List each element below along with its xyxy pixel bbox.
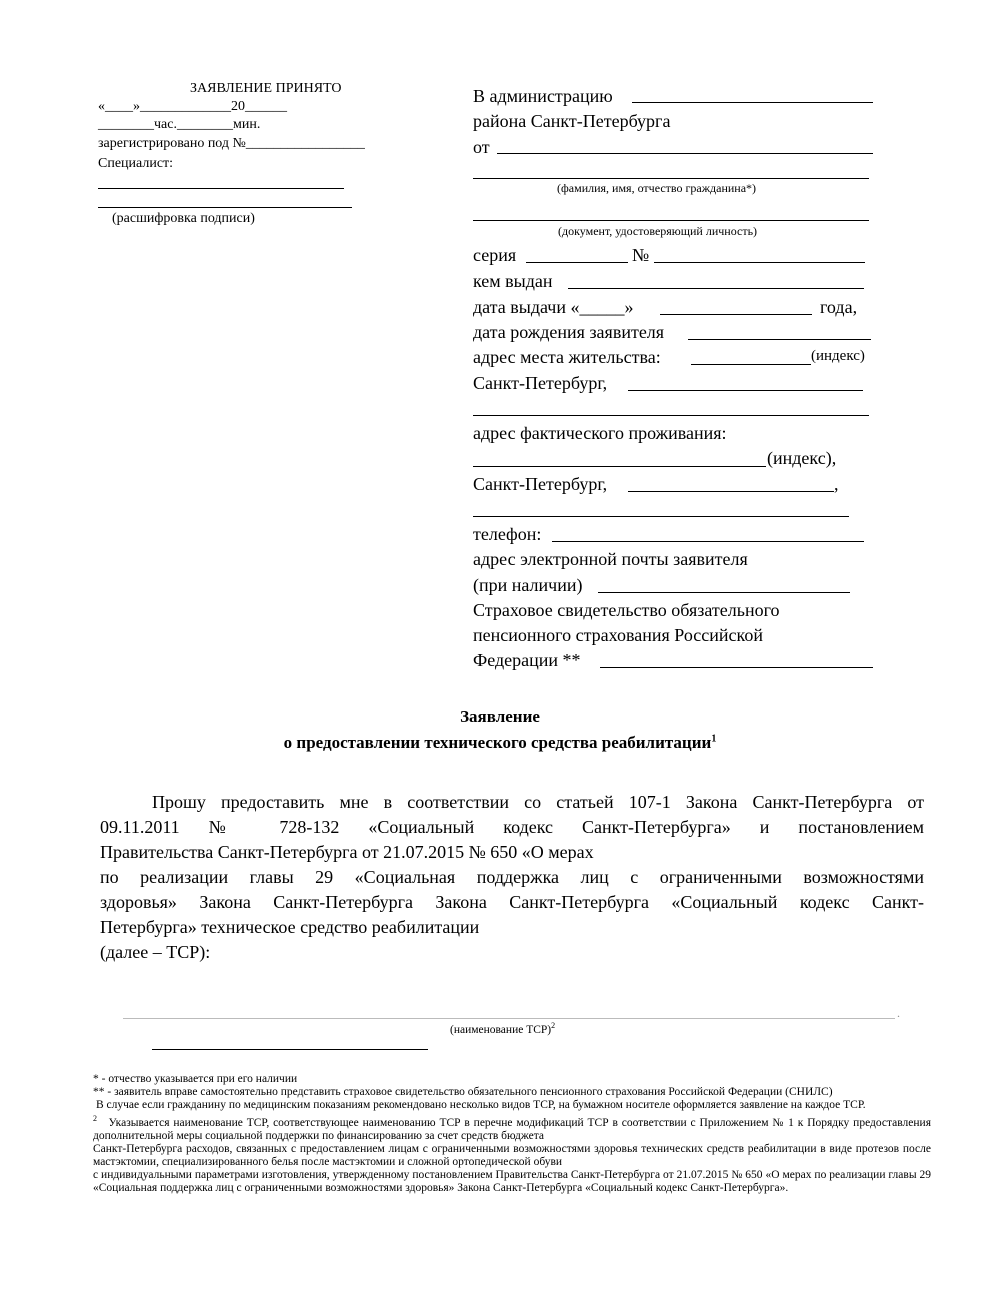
- stamp-specialist: Специалист:: [98, 156, 174, 171]
- actual-index-line: [473, 466, 766, 467]
- stamp-title: ЗАЯВЛЕНИЕ ПРИНЯТО: [190, 81, 342, 96]
- email-line: [598, 592, 850, 593]
- series-line: [526, 262, 628, 263]
- snils-label-2: пенсионного страхования Российской: [473, 625, 763, 645]
- body-line: Правительства Санкт-Петербурга от 21.07.2015 № 650 «О мерах: [100, 842, 594, 862]
- body-line: по реализации главы 29 «Социальная поддержка лиц с ограниченными возможностями: [100, 867, 924, 887]
- body-line: Петербурга» техническое средство реабилитации: [100, 917, 480, 937]
- actual-comma: ,: [834, 474, 839, 494]
- header-from: от: [473, 137, 490, 157]
- footnote-ref-1: 1: [711, 733, 717, 745]
- document-subtitle-text: о предоставлении технического средства реабилитации: [283, 733, 712, 752]
- footnote-4b: Санкт-Петербурга расходов, связанных с предоставлением лицам с ограниченными возможностями здоровья технических средств реабилитации в виде протезов после мастэктомии, специализированного белья после мастэктомии и сложной ортопедической обуви: [93, 1142, 931, 1168]
- footnote-4c: с индивидуальными параметрами изготовления, утвержденному постановлением Правительства Санкт-Петербурга от 21.07.2015 № 650 «О мерах по реализации главы 29 «Социальная поддержка лиц с ограниченными возможностями здоровья» Закона Санкт-Петербурга «Социальный кодекс Санкт-Петербурга».: [93, 1168, 931, 1194]
- residence-extra-line: [473, 415, 869, 416]
- body-line: 09.11.2011 № 728-132 «Социальный кодекс Санкт-Петербурга» и постановлением: [100, 817, 924, 837]
- tsr-caption: [450, 1021, 555, 1036]
- stamp-registered: зарегистрировано под №_________________: [98, 136, 365, 151]
- tsr-line-dot: .: [897, 1006, 900, 1020]
- footnote-3: В случае если гражданину по медицинским показаниям рекомендовано несколько видов ТСР, на бумажном носителе оформляется заявление на каждое ТСР.: [96, 1099, 866, 1111]
- number-sign: №: [632, 245, 650, 265]
- fio-caption: (фамилия, имя, отчество гражданина*): [557, 181, 757, 195]
- specialist-signature-line: [98, 188, 344, 189]
- document-subtitle: [0, 733, 1000, 753]
- footnote-ref-2: 2: [551, 1021, 556, 1030]
- snils-label-1: Страховое свидетельство обязательного: [473, 600, 780, 620]
- specialist-decode-line: [98, 207, 352, 208]
- number-line: [654, 262, 865, 263]
- actual-spb-label: Санкт-Петербург,: [473, 474, 608, 494]
- body-line: здоровья» Закона Санкт-Петербурга Закона Санкт-Петербурга «Социальный кодекс Санкт-: [100, 892, 924, 912]
- series-label: серия: [473, 245, 517, 265]
- stamp-date-line: «____»_____________20______: [98, 99, 287, 114]
- footnote-1: * - отчество указывается при его наличии: [93, 1073, 298, 1085]
- issue-date-line: [660, 314, 812, 315]
- residence-street-line: [628, 390, 863, 391]
- actual-address-label: адрес фактического проживания:: [473, 423, 727, 443]
- issued-by-label: кем выдан: [473, 271, 553, 291]
- residence-address-label: адрес места жительства:: [473, 347, 661, 367]
- admin-name-line: [632, 102, 873, 103]
- snils-line: [600, 667, 873, 668]
- footnote-4-mark: 2: [93, 1114, 97, 1123]
- footnote-2: ** - заявитель вправе самостоятельно представить страховое свидетельство обязательного пенсионного страхования Российской Федерации (СНИЛС): [93, 1086, 833, 1098]
- tsr-caption-text: (наименование ТСР): [450, 1023, 552, 1036]
- document-title: Заявление: [460, 707, 540, 726]
- phone-label: телефон:: [473, 524, 542, 544]
- document-caption: (документ, удостоверяющий личность): [558, 224, 758, 238]
- document-line: [473, 220, 869, 221]
- phone-line: [552, 541, 864, 542]
- birth-date-label: дата рождения заявителя: [473, 322, 665, 342]
- footnote-4a: [93, 1112, 931, 1143]
- tsr-name-line: [123, 1018, 895, 1019]
- actual-extra-line: [473, 516, 849, 517]
- header-to-admin: В администрацию: [473, 86, 613, 106]
- application-body: [100, 790, 924, 965]
- actual-street-line: [628, 491, 834, 492]
- email-if-any: (при наличии): [473, 575, 583, 595]
- residence-index-line: [691, 364, 811, 365]
- birth-date-line: [688, 339, 871, 340]
- stamp-time-line: ________час.________мин.: [98, 117, 261, 132]
- footnote-4a-text: Указывается наименование ТСР, соответствующее наименованию ТСР в перечне модификаций ТСР в соответствии с Приложением № 1 к Порядку предоставления дополнительной меры социальной поддержки по финансированию за счет средств бюджета: [93, 1116, 931, 1142]
- issued-by-line: [568, 288, 864, 289]
- residence-spb-label: Санкт-Петербург,: [473, 373, 608, 393]
- year-label: года,: [820, 297, 858, 317]
- body-line: Прошу предоставить мне в соответствии со статьей 107-1 Закона Санкт-Петербурга от: [152, 792, 924, 812]
- residence-index-caption: (индекс): [811, 348, 865, 364]
- snils-label-3: Федерации **: [473, 650, 581, 670]
- from-line: [497, 153, 873, 154]
- issue-date-label: дата выдачи «_____»: [473, 297, 634, 317]
- stamp-decode-caption: (расшифровка подписи): [112, 211, 255, 226]
- fio-line: [473, 178, 869, 179]
- actual-index-caption: (индекс),: [767, 448, 837, 468]
- footnote-separator: [152, 1049, 428, 1050]
- body-line: (далее – ТСР):: [100, 942, 211, 962]
- email-label: адрес электронной почты заявителя: [473, 549, 748, 569]
- footnotes: [93, 1073, 931, 1195]
- header-district: района Санкт-Петербурга: [473, 111, 671, 131]
